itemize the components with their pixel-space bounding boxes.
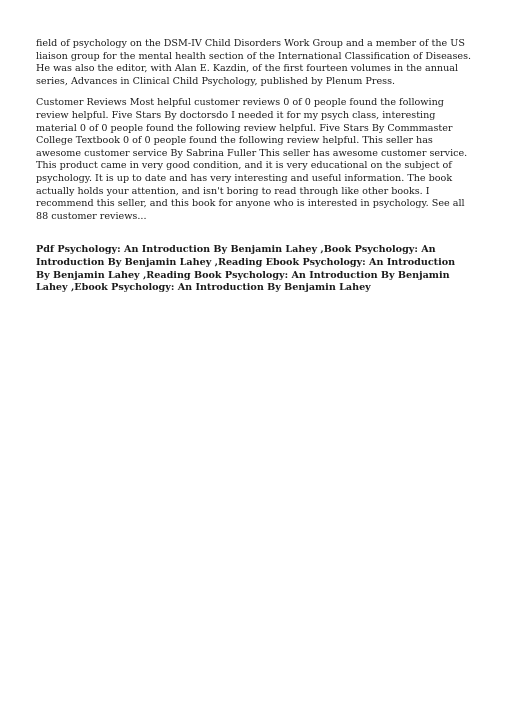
customer-reviews-paragraph: Customer Reviews Most helpful customer reviews 0 of 0 people found the following review helpful. Five Stars By doctorsdo I needed it for my psych class, interesting material 0 of 0 people found the following review helpful. Five Stars By Commmaster College Textbook 0 of 0 people found the following review helpful. This seller has awesome customer service By Sabrina Fuller This seller has awesome customer service. This product came in very good condition, and it is very educational on the subject of psychology. It is up to date and has very interesting and useful information. The book actually holds your attention, and isn't boring to read through like other books. I recommend this seller, and this book for anyone who is interested in psychology. See all 88 customer reviews... [36,97,468,222]
document-page [36,38,472,295]
keywords-paragraph: Pdf Psychology: An Introduction By Benjamin Lahey ,Book Psychology: An Introduction By Benjamin Lahey ,Reading Ebook Psychology: An Introduction By Benjamin Lahey ,Reading Book Psychology: An Introduction By Benjamin Lahey ,Ebook Psychology: An Introduction By Benjamin Lahey [36,244,456,294]
author-bio-paragraph: field of psychology on the DSM-IV Child Disorders Work Group and a member of the US liaison group for the mental health section of the International Classification of Diseases. He was also the editor, with Alan E. Kazdin, of the first fourteen volumes in the annual series, Advances in Clinical Child Psychology, published by Plenum Press. [36,38,472,87]
